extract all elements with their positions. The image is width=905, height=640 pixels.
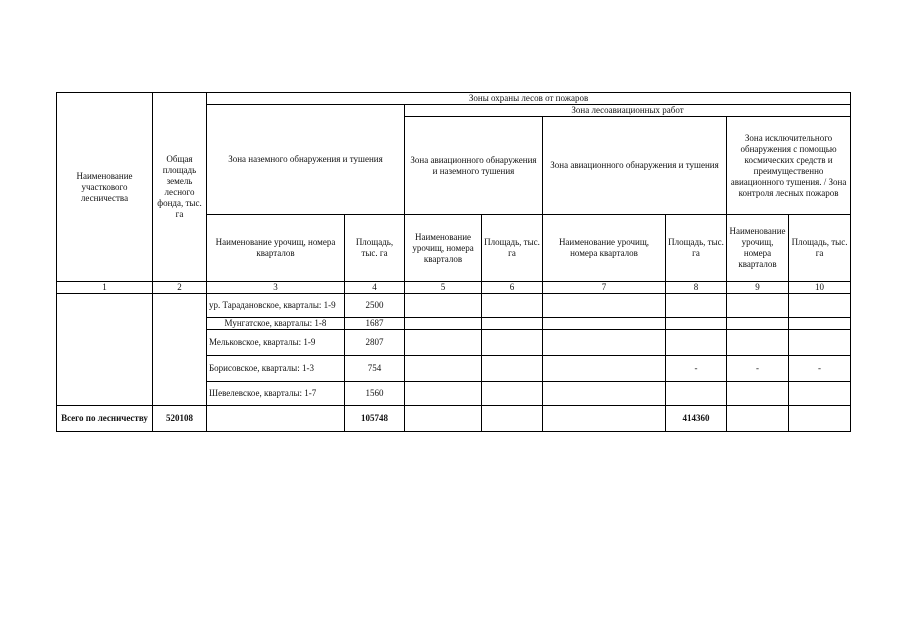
header-aviation-zone: Зона авиационного обнаружения и тушения [543, 117, 727, 215]
cell-col8: - [666, 356, 727, 382]
tract-cell: ур. Тарадановское, кварталы: 1-9 [207, 294, 345, 318]
header-forestry-name: Наименование участкового лесничества [57, 93, 153, 282]
column-number: 9 [727, 282, 789, 294]
cell-col10 [789, 318, 851, 330]
cell-col10 [789, 382, 851, 406]
column-number: 10 [789, 282, 851, 294]
totals-label: Всего по лесничеству [57, 406, 153, 432]
column-number: 6 [482, 282, 543, 294]
header-ground-zone: Зона наземного обнаружения и тушения [207, 105, 405, 215]
cell-col8 [666, 318, 727, 330]
header-area-aviation: Площадь, тыс. га [666, 215, 727, 282]
header-tract-name-aviation: Наименование урочищ, номера кварталов [543, 215, 666, 282]
area-cell: 2500 [345, 294, 405, 318]
cell-col8 [666, 330, 727, 356]
header-total-area: Общая площадь земель лесного фонда, тыс. га [153, 93, 207, 282]
column-number-row [57, 282, 851, 294]
column-number: 4 [345, 282, 405, 294]
total-area-cell [153, 294, 207, 406]
cell-col10 [789, 294, 851, 318]
cell-col10 [789, 330, 851, 356]
forestry-name-cell [57, 294, 153, 406]
tract-cell: Мунгатское, кварталы: 1-8 [207, 318, 345, 330]
tract-cell: Мельковское, кварталы: 1-9 [207, 330, 345, 356]
area-cell: 1687 [345, 318, 405, 330]
header-area-aviation-ground: Площадь, тыс. га [482, 215, 543, 282]
header-area-space: Площадь, тыс. га [789, 215, 851, 282]
header-fire-zones: Зоны охраны лесов от пожаров [207, 93, 851, 105]
column-number: 8 [666, 282, 727, 294]
column-number: 3 [207, 282, 345, 294]
header-tract-name-ground: Наименование урочищ, номера кварталов [207, 215, 345, 282]
header-aviation-ground-zone: Зона авиационного обнаружения и наземного тушения [405, 117, 543, 215]
column-number: 1 [57, 282, 153, 294]
cell-col8 [666, 294, 727, 318]
cell-col9 [727, 318, 789, 330]
totals-row [57, 406, 851, 432]
cell-col8 [666, 382, 727, 406]
forest-fire-zones-table [56, 92, 851, 432]
table-row [57, 294, 851, 318]
column-number: 5 [405, 282, 482, 294]
tract-cell: Шевелевское, кварталы: 1-7 [207, 382, 345, 406]
totals-aviation-area: 414360 [666, 406, 727, 432]
header-tract-name-aviation-ground: Наименование урочищ, номера кварталов [405, 215, 482, 282]
cell-col10: - [789, 356, 851, 382]
cell-col9 [727, 294, 789, 318]
cell-col9 [727, 330, 789, 356]
area-cell: 754 [345, 356, 405, 382]
area-cell: 2807 [345, 330, 405, 356]
tract-cell: Борисовское, кварталы: 1-3 [207, 356, 345, 382]
cell-col9 [727, 382, 789, 406]
column-number: 7 [543, 282, 666, 294]
column-number: 2 [153, 282, 207, 294]
header-space-zone: Зона исключительного обнаружения с помощью космических средств и преимущественно авиационного тушения. / Зона контроля лесных пожаров [727, 117, 851, 215]
area-cell: 1560 [345, 382, 405, 406]
header-aviation-works-zone: Зона лесоавиационных работ [405, 105, 851, 117]
header-tract-name-space: Наименование урочищ, номера кварталов [727, 215, 789, 282]
header-area-ground: Площадь, тыс. га [345, 215, 405, 282]
totals-ground-area: 105748 [345, 406, 405, 432]
cell-col9: - [727, 356, 789, 382]
totals-total-area: 520108 [153, 406, 207, 432]
